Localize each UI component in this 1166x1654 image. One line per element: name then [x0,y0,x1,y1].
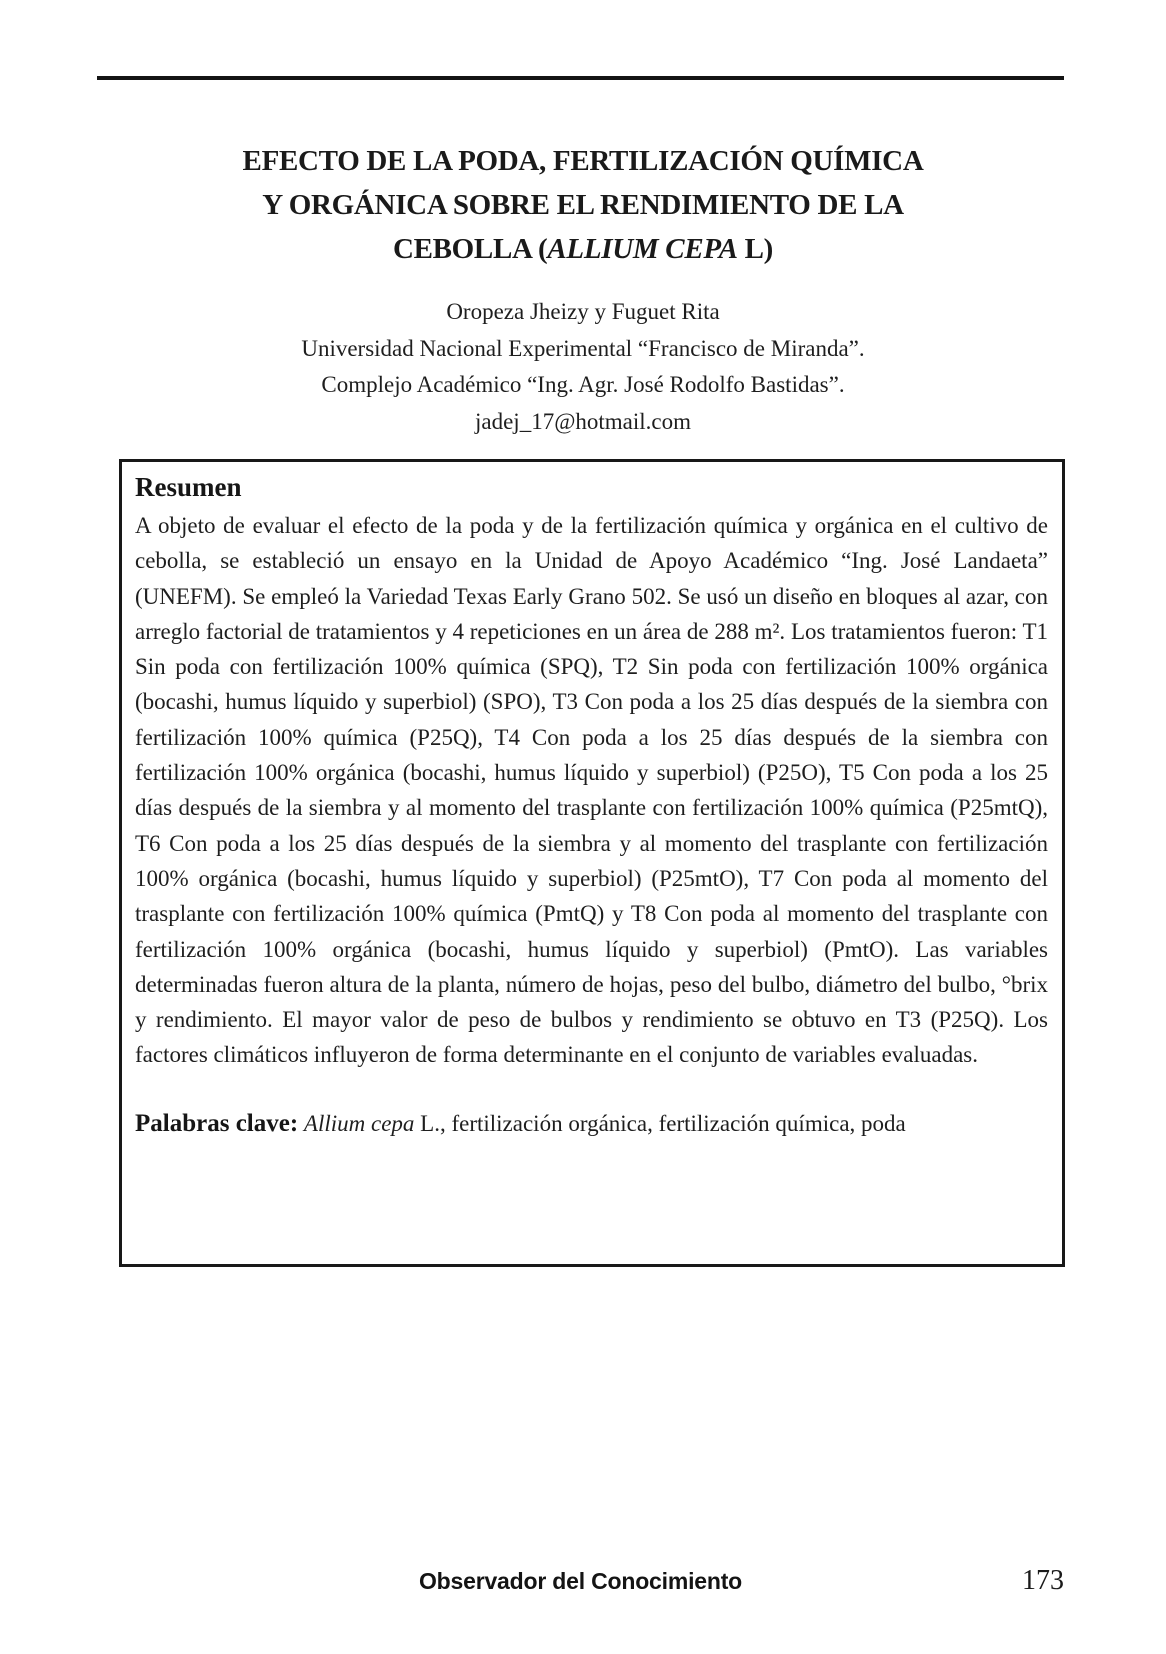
abstract-text: A objeto de evaluar el efecto de la poda y de la fertilización química y orgánica en el cultivo de cebolla, se estableció un ensayo en la Unidad de Apoyo Académico “Ing. José Landaeta” (UNEFM). Se empleó la Variedad Texas Early Grano 502. Se usó un diseño en bloques al azar, con arreglo factorial de tratamientos y 4 repeticiones en un área de 288 m². Los tratamientos fueron: T1 Sin poda con fertilización 100% química (SPQ), T2 Sin poda con fertilización 100% orgánica (bocashi, humus líquido y superbiol) (SPO), T3 Con poda a los 25 días después de la siembra con fertilización 100% química (P25Q), T4 Con poda a los 25 días después de la siembra con fertilización 100% orgánica (bocashi, humus líquido y superbiol) (P25O), T5 Con poda a los 25 días después de la siembra y al momento del trasplante con fertilización 100% química (P25mtQ), T6 Con poda a los 25 días después de la siembra y al momento del trasplante con fertilización 100% orgánica (bocashi, humus líquido y superbiol) (P25mtO), T7 Con poda al momento del trasplante con fertilización 100% química (PmtQ) y T8 Con poda al momento del trasplante con fertilización 100% orgánica (bocashi, humus líquido y superbiol) (PmtO). Las variables determinadas fueron altura de la planta, número de hojas, peso del bulbo, diámetro del bulbo, °brix y rendimiento. El mayor valor de peso de bulbos y rendimiento se obtuvo en T3 (P25Q). Los factores climáticos influyeron de forma determinante en el conjunto de variables evaluadas. [135,513,1048,1068]
journal-name: Observador del Conocimiento [418,1568,743,1594]
abstract-box [119,459,1065,1267]
title-line-1: EFECTO DE LA PODA, FERTILIZACIÓN QUÍMICA [242,145,924,177]
title-line-2: Y ORGÁNICA SOBRE EL RENDIMIENTO DE LA [262,189,904,221]
abstract-heading: Resumen [135,472,242,502]
title-line-3-suffix: L) [737,233,774,265]
species-name-title: ALLIUM CEPA [547,233,738,265]
title-line-3 [83,227,1083,271]
page-number: 173 [1022,1565,1064,1596]
top-rule [97,76,1064,80]
author-email: jadej_17@hotmail.com [475,408,691,434]
title-line-3-prefix: CEBOLLA ( [392,233,548,265]
page-footer [97,1565,1064,1605]
keywords-line [135,1106,1048,1141]
authors-line: Oropeza Jheizy y Fuguet Rita [446,299,720,324]
species-name-keywords: Allium cepa [303,1110,415,1136]
paper-title [83,139,1083,271]
affiliation-complex: Complejo Académico “Ing. Agr. José Rodolfo Bastidas”. [321,372,845,397]
keywords-rest: L., fertilización orgánica, fertilización química, poda [414,1110,906,1136]
affiliation-university: Universidad Nacional Experimental “Francisco de Miranda”. [301,335,865,361]
author-block [83,294,1083,440]
keywords-label: Palabras clave: [135,1109,299,1137]
